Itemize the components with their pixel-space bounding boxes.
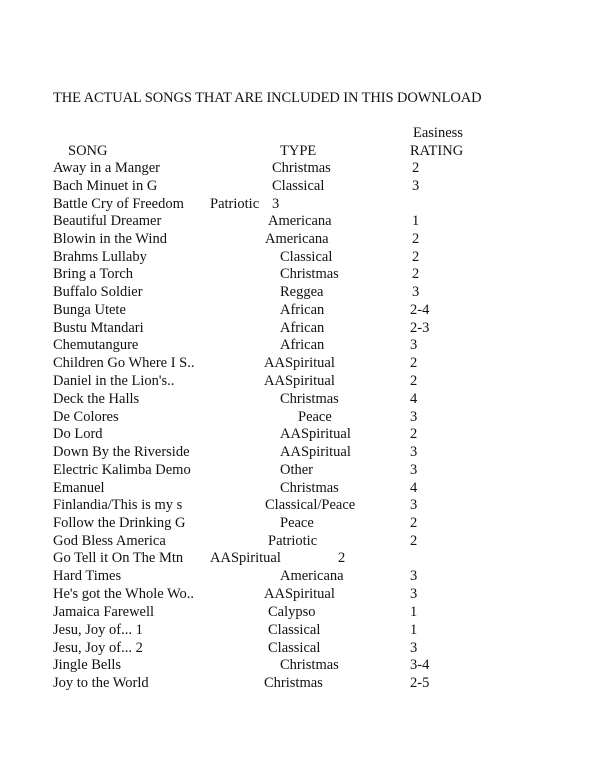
song-type: Patriotic [210, 196, 260, 212]
song-name: Hard Times [53, 568, 122, 584]
song-type: Reggea [280, 284, 324, 300]
song-type: Calypso [268, 604, 316, 620]
song-name: Battle Cry of Freedom [53, 196, 184, 212]
song-name: Chemutangure [53, 337, 139, 353]
song-name: Bach Minuet in G [53, 178, 158, 194]
song-rating: 4 [410, 480, 418, 496]
song-rating: 2 [412, 266, 420, 282]
song-type: AASpiritual [264, 586, 335, 602]
song-name: Bring a Torch [53, 266, 134, 282]
song-rating: 2 [338, 550, 346, 566]
song-type: AASpiritual [280, 426, 351, 442]
song-type: Americana [268, 213, 332, 229]
song-rating: 2 [410, 373, 418, 389]
song-rating: 3 [272, 196, 280, 212]
song-name: Electric Kalimba Demo [53, 462, 191, 478]
song-type: AASpiritual [210, 550, 281, 566]
song-type: Christmas [272, 160, 331, 176]
song-type: AASpiritual [264, 373, 335, 389]
song-name: Follow the Drinking G [53, 515, 186, 531]
song-type: Americana [280, 568, 344, 584]
song-type: Christmas [264, 675, 323, 691]
song-rating: 1 [412, 213, 420, 229]
song-rating: 3 [410, 586, 418, 602]
song-type: Christmas [280, 480, 339, 496]
song-type: AASpiritual [264, 355, 335, 371]
song-type: Christmas [280, 266, 339, 282]
song-name: Jingle Bells [53, 657, 122, 673]
song-rating: 4 [410, 391, 418, 407]
song-name: Beautiful Dreamer [53, 213, 162, 229]
song-name: De Colores [53, 409, 119, 425]
song-name: Down By the Riverside [53, 444, 190, 460]
song-rating: 2 [412, 160, 420, 176]
song-type: Christmas [280, 391, 339, 407]
song-rating: 3-4 [410, 657, 430, 673]
song-rating: 3 [410, 444, 418, 460]
song-type: Classical [268, 622, 321, 638]
song-name: Go Tell it On The Mtn [53, 550, 184, 566]
song-rating: 3 [410, 568, 418, 584]
song-name: Joy to the World [53, 675, 149, 691]
song-rating: 2 [412, 249, 420, 265]
song-type: Peace [280, 515, 314, 531]
song-name: Buffalo Soldier [53, 284, 143, 300]
song-name: Jamaica Farewell [53, 604, 155, 620]
song-rating: 3 [410, 337, 418, 353]
song-name: Finlandia/This is my s [53, 497, 183, 513]
song-rating: 2 [410, 426, 418, 442]
song-rating: 3 [410, 640, 418, 656]
song-rating: 3 [410, 497, 418, 513]
song-name: Bustu Mtandari [53, 320, 144, 336]
song-name: He's got the Whole Wo.. [53, 586, 195, 602]
song-type: Classical/Peace [265, 497, 356, 513]
song-type: AASpiritual [280, 444, 351, 460]
column-header-rating: RATING [410, 143, 464, 159]
song-rating: 1 [410, 604, 418, 620]
song-rating: 2-4 [410, 302, 430, 318]
song-type: Other [280, 462, 314, 478]
song-rating: 3 [410, 409, 418, 425]
song-name: Do Lord [53, 426, 103, 442]
song-rating: 3 [412, 178, 420, 194]
song-name: Blowin in the Wind [53, 231, 167, 247]
song-name: Jesu, Joy of... 2 [53, 640, 143, 656]
song-name: Daniel in the Lion's.. [53, 373, 175, 389]
song-rating: 2 [410, 533, 418, 549]
song-type: Peace [298, 409, 332, 425]
song-name: Bunga Utete [53, 302, 126, 318]
song-name: God Bless America [53, 533, 166, 549]
song-type: Americana [265, 231, 329, 247]
song-type: African [280, 302, 325, 318]
column-header-rating-top: Easiness [413, 125, 463, 141]
song-name: Children Go Where I S.. [53, 355, 195, 371]
song-type: Christmas [280, 657, 339, 673]
song-rating: 3 [410, 462, 418, 478]
page-heading: THE ACTUAL SONGS THAT ARE INCLUDED IN THIS DOWNLOAD [53, 90, 482, 106]
song-type: Classical [268, 640, 321, 656]
song-rating: 2-5 [410, 675, 430, 691]
song-rating: 3 [412, 284, 420, 300]
song-name: Emanuel [53, 480, 105, 496]
song-rating: 2 [412, 231, 420, 247]
column-header-song: SONG [68, 143, 108, 159]
song-type: Classical [272, 178, 325, 194]
song-rating: 2-3 [410, 320, 430, 336]
song-rating: 1 [410, 622, 418, 638]
song-name: Brahms Lullaby [53, 249, 147, 265]
song-type: Patriotic [268, 533, 318, 549]
song-type: African [280, 320, 325, 336]
song-type: Classical [280, 249, 333, 265]
column-header-type: TYPE [280, 143, 317, 159]
song-type: African [280, 337, 325, 353]
song-name: Away in a Manger [53, 160, 160, 176]
song-rating: 2 [410, 515, 418, 531]
song-name: Jesu, Joy of... 1 [53, 622, 143, 638]
song-name: Deck the Halls [53, 391, 140, 407]
song-rating: 2 [410, 355, 418, 371]
